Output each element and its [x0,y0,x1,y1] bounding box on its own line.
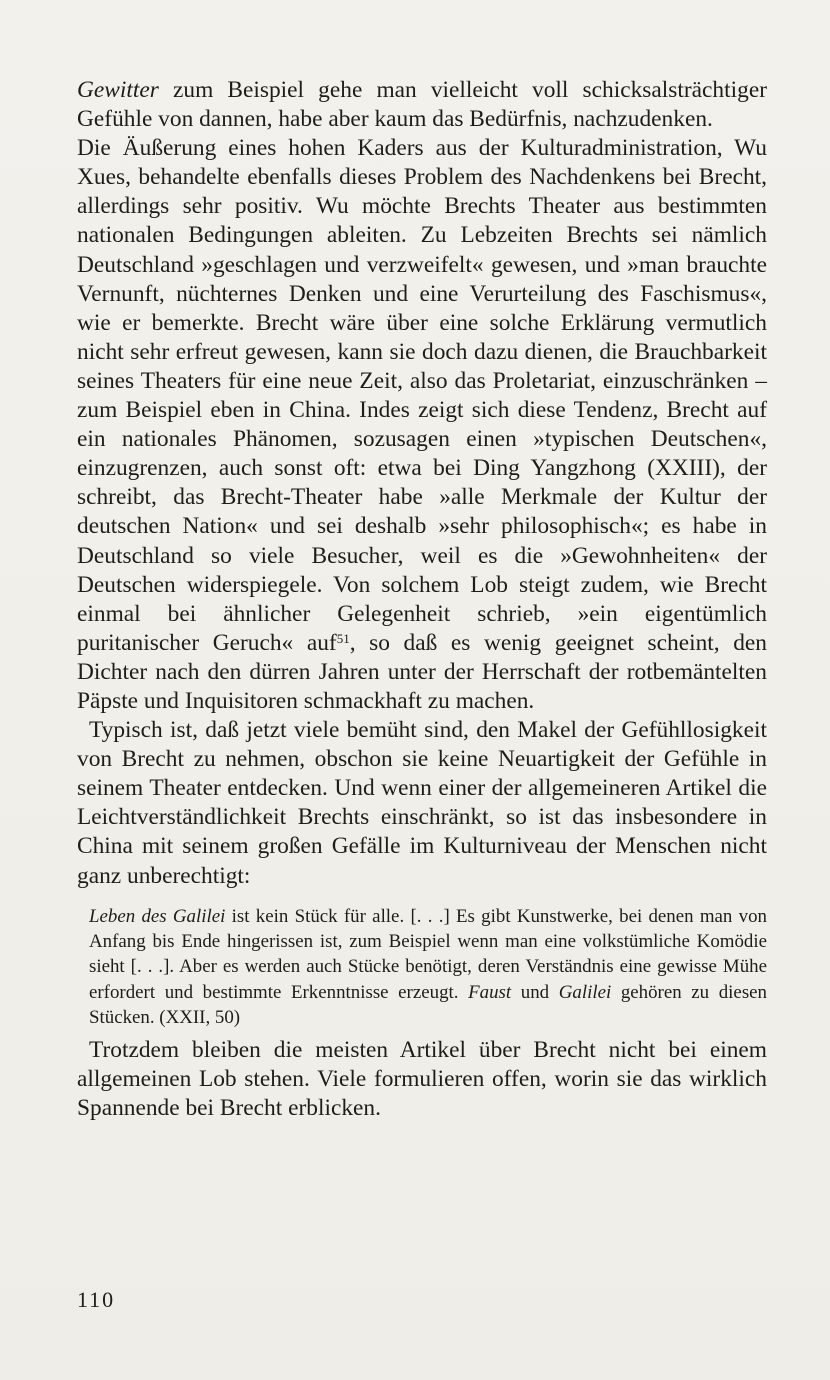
page-number: 110 [77,1287,116,1312]
work-title-gewitter: Gewitter [77,77,159,103]
paragraph-4: Trotzdem bleiben die meisten Artikel über Brecht nicht bei einem allgemeinen Lob stehen. Viele formulieren offen, worin sie das wirklich Spannende bei Brecht erblicken. [77,1036,767,1121]
paragraph-3: Typisch ist, daß jetzt viele bemüht sind, den Makel der Gefühllosigkeit von Brecht zu nehmen, obschon sie keine Neuartigkeit der Gefühle in seinem Theater entdecken. Und wenn einer der allgemeineren Artikel die Leichtverständlichkeit Brechts einschränkt, so ist das insbesondere in China mit seinem großen Gefälle im Kulturniveau der Menschen nicht ganz unberechtigt: [77,717,767,889]
work-title-galilei: Leben des Galilei [89,905,226,927]
paragraph-2: Die Äußerung eines hohen Kaders aus der Kulturadministration, Wu Xues, behandelte ebenfalls dieses Problem des Nachdenkens bei Brecht, allerdings sehr positiv. Wu möchte Brechts Theater aus bestimmten nationalen Bedingungen ableiten. Zu Lebzeiten Brechts sei nämlich Deutschland »geschlagen und verzweifelt« gewesen, und »man brauchte Vernunft, nüchternes Denken und eine Verurteilung des Faschismus«, wie er bemerkte. Brecht wäre über eine solche Erklärung vermutlich nicht sehr erfreut gewesen, kann sie doch dazu dienen, die Brauchbarkeit seines Theaters für eine neue Zeit, also das Proletariat, einzuschränken – zum Beispiel eben in China. Indes zeigt sich diese Tendenz, Brecht auf ein nationales Phänomen, sozusagen einen »typischen Deutschen«, einzugrenzen, auch sonst oft: etwa bei Ding Yangzhong (XXIII), der schreibt, das Brecht-Theater habe »alle Merkmale der Kultur der deutschen Nation« und sei deshalb »sehr philosophisch«; es habe in Deutschland so viele Besucher, weil es die »Gewohnheiten« der Deutschen widerspiegele. Von solchem Lob steigt zudem, wie Brecht einmal bei ähnlicher Gelegenheit schrieb, »ein eigentümlich puritanischer Geruch« auf$^{51}$, so daß es wenig geeignet scheint, den Dichter nach den dürren Jahren unter der Herrschaft der rotbemäntelten Päpste und Inquisitoren schmackhaft zu machen. [77,135,767,714]
body-text [77,76,767,1123]
footnote-marker: 51 [336,630,350,646]
paragraph-1: Gewitter zum Beispiel gehe man vielleicht voll schicksalsträchtiger Gefühle von dannen, habe aber kaum das Bedürfnis, nachzudenken. [77,77,767,133]
work-title-faust: Faust [468,981,512,1003]
work-title-galilei-short: Galilei [558,981,612,1003]
block-quote: Leben des Galilei ist kein Stück für alle. [. . .] Es gibt Kunstwerke, bei denen man von Anfang bis Ende hingerissen ist, zum Beispiel wenn man eine volkstümliche Komödie sieht [. . .]. Aber es werden auch Stücke benötigt, deren Verständnis eine gewisse Mühe erfordert und bestimmte Erkenntnisse erzeugt. Faust und Galilei gehören zu diesen Stücken. (XXII, 50) [89,905,768,1029]
